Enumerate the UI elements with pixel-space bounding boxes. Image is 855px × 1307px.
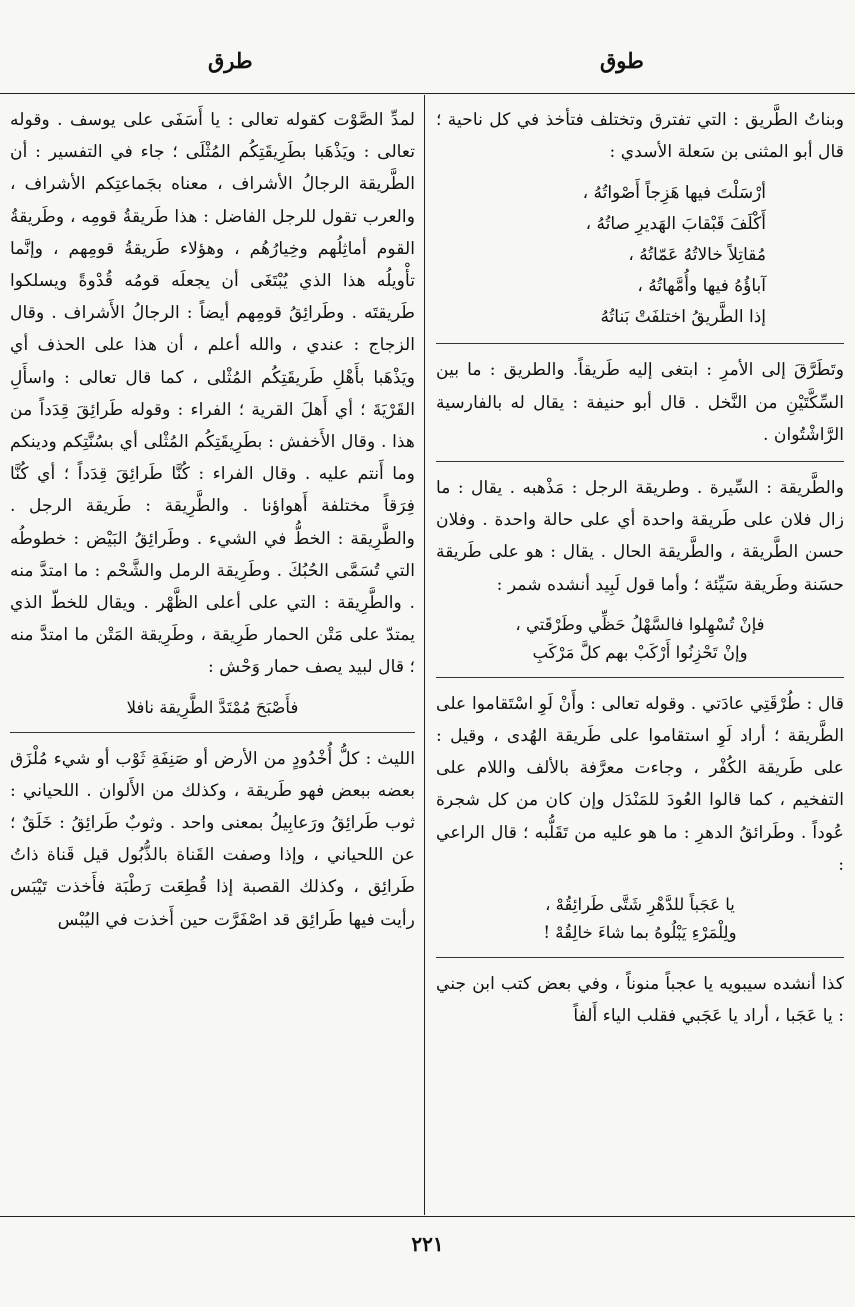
right-paragraph-3: والطَّريقة : السِّيرة . وطريقة الرجل : مَذْهبه . يقال : ما زال فلان على طَريقة واحدة أي على حالة واحدة . وفلان حسن الطَّريقة ، والطَّريقة الحال . يقال : هو على طَريقة حسَنة وطَريقة سَيِّئة ؛ وأما قول لَبِيد أنشده شمر : (436, 478, 844, 595)
right-verse-2 (436, 611, 844, 667)
top-rule (0, 93, 855, 94)
verse-line: ولِلْمَرْءِ يَبْلُوهُ بما شاءَ خالِقُهْ ! (543, 923, 737, 943)
right-verse-1 (436, 178, 844, 333)
left-paragraph-2: الليث : كلُّ أُخْدُودٍ من الأرض أو صَنِفَةِ ثَوْب أو شيء مُلْزَق بعضه ببعض فهو طَريقة ، وكذلك من الأَلوان . اللحياني : ثوب طَرائِقُ ورَعابِيلُ بمعنى واحد . وثوبٌ طَرائِقُ : خَلَقٌ ؛ عن اللحياني ، وإذا وصفت القَناة بالذُّبُول قيل قَناة ذاتُ طَرائِق ، وكذلك القصبة إذا قُطِعَت رَطْبَة فأَخذت تَيْبَس رأيت فيها طَرائِق قد اصْفَرَّت حين أَخذت في اليُبْس (10, 748, 415, 930)
verse-line: أرْسَلْتَ فيها هَزِجاً أَصْواتُهُ ، (582, 183, 766, 204)
verse-line: أَكْلَفَ قَبْقابَ الهَديرِ صاتُهُ ، (585, 214, 766, 235)
verse-line: مُقاتِلاً خالاتُهُ عَمّاتُهُ ، (628, 245, 766, 266)
right-paragraph-2: وتَطَرَّقَ إلى الأمرِ : ابتغى إليه طَريقاً. والطريق : ما بين السِّكَّتَيْنِ من النَّخل . قال أبو حنيفة : يقال له بالفارسية الرَّاشْتُوان . (436, 360, 844, 445)
verse-line: إذا الطَّريقُ اختلفَتْ بَناتُهُ (600, 307, 766, 328)
right-paragraph-5: كذا أنشده سيبويه يا عجباً منوناً ، وفي بعض كتب ابن جني : يا عَجَبا ، أراد يا عَجَبي فقلب الياء أَلفاً (436, 974, 844, 1027)
verse-line: آباؤُهُ فيها وأُمَّهاتُهُ ، (637, 276, 766, 297)
right-verse-3 (436, 891, 844, 947)
header-right-word: طوق (600, 48, 644, 73)
section-divider (436, 461, 844, 462)
verse-line: وإنْ تَحْزِنُوا أَرْكَبْ بهم كلَّ مَرْكَبِ (532, 642, 748, 662)
section-divider (436, 957, 844, 958)
page-number: ٢٢١ (411, 1232, 444, 1256)
right-paragraph-4: قال : طُرْقَتِي عادَتي . وقوله تعالى : وأَنْ لَوِ اسْتَقاموا على الطَّريقة ؛ أراد لَوِ استقاموا على طَريقة الهُدى ، وقيل : على طَريقة الكُفْر ، وجاءت معرَّفة بالألف واللام على التفخيم ، كما قالوا العُودَ للمَنْدَل وإن كان من كل شجرة عُوداً . وطَرائقُ الدهرِ : ما هو عليه من تَقَلُّبه ؛ قال الراعي : (436, 693, 844, 875)
section-divider (436, 343, 844, 344)
header-left-word: طرق (208, 48, 253, 73)
right-paragraph-1: وبناتُ الطَّريق : التي تفترق وتختلف فتأخذ في كل ناحية ؛ قال أبو المثنى بن سَعلة الأسدي : (436, 110, 844, 163)
left-verse-1 (10, 694, 415, 722)
verse-line: يا عَجَباً للدَّهْرِ شَتَّى طَرائِقُهْ ، (545, 895, 735, 915)
column-separator (424, 95, 425, 1215)
verse-line: فإنْ تُسْهِلوا فالسَّهْلُ حَظِّي وطَرْقَتي ، (515, 614, 765, 634)
bottom-rule (0, 1216, 855, 1217)
section-divider (10, 732, 415, 733)
verse-line: فأَصْبَحَ مُمْتَدَّ الطَّرِيقة نافلا (126, 697, 299, 717)
section-divider (436, 677, 844, 678)
right-column (436, 104, 844, 1212)
left-column (10, 104, 415, 1212)
left-paragraph-1: لمدِّ الصَّوْت كقوله تعالى : يا أَسَفَى على يوسف . وقوله تعالى : ويَذْهَبا بطَرِيقَتِكُم المُثْلَى ؛ جاء في التفسير : أن الطَّريقة الرجالُ الأشراف ، معناه بجَماعتِكم الأشراف ، والعرب تقول للرجل الفاضل : هذا طَريقةُ قومِه ، وطَريقةُ القوم أماثِلُهم وخِيارُهُم ، وهؤلاء طَريقةُ قومِهم ، وإنَّما تأْويلُه هذا الذي يُبْتَغَى أن يجعلَه قومُه قُدْوةً ويسلكوا طَريقتَه . وطَرائِقُ قومِهم أيضاً : الرجالُ الأَشراف . وقال الزجاج : عندي ، والله أعلم ، أن هذا على الحذف أي ويَذْهَبا بأَهْلِ طَريقَتِكُم المُثْلى ، كما قال تعالى : واسأَلِ القَرْيَةَ ؛ أي أَهلَ القرية ؛ الفراء : وقوله طَرائِقَ قِدَداً من هذا . وقال الأَخفش : بطَرِيقَتِكُم المُثْلى أي بسُنَّتِكم ودينكم وما أَنتم عليه . وقال الفراء : كُنَّا طَرائِقَ قِدَداً ؛ أي كُنَّا فِرَقاً مختلفة أَهواؤنا . والطَّرِيقة : طَريقة الرجل . والطَّرِيقة : الخطُّ في الشيء . وطَرائِقُ البَيْض : خطوطُه التي تُسَمَّى الحُبُكَ . وطَرِيقة الرمل والشَّحْم : ما امتدَّ منه . والطَّرِيقة : التي على أعلى الظَّهْر . ويقال للخطّ الذي يمتدّ على مَتْن الحمار طَرِيقة ، وطَرِيقة المَتْن ما امتدَّ منه ؛ قال لبيد يصف حمار وَحْش : (10, 110, 415, 678)
